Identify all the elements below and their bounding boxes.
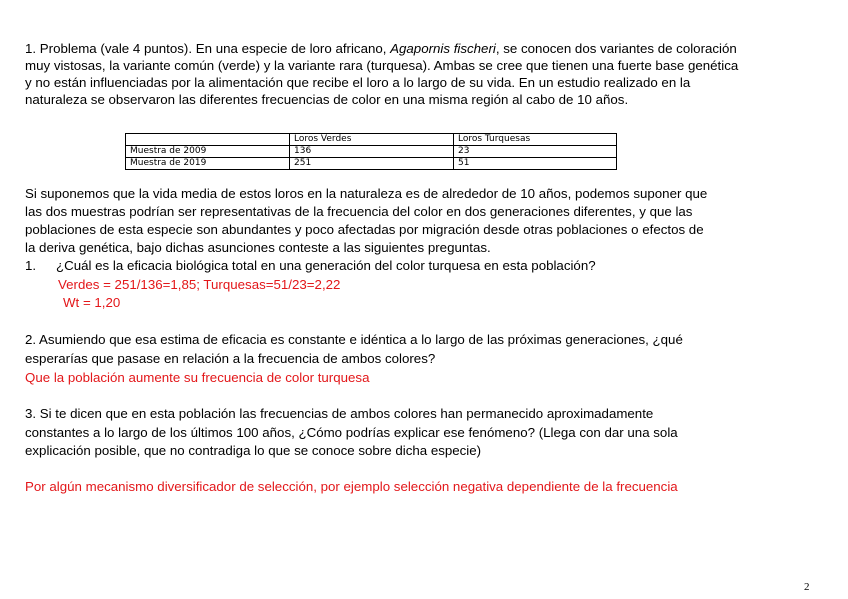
q1-number: 1. <box>25 258 37 273</box>
species-name: Agapornis fischeri <box>390 41 496 56</box>
q1-text: ¿Cuál es la eficacia biológica total en una generación del color turquesa en esta población? <box>56 258 596 273</box>
table-row <box>126 146 617 158</box>
page-number: 2 <box>804 581 810 593</box>
table-cell: 136 <box>290 146 454 158</box>
context-line-1: Si suponemos que la vida media de estos loros en la naturaleza es de alrededor de 10 años, podemos suponer que <box>25 186 708 201</box>
table-header-cell <box>126 134 290 146</box>
table-cell: Muestra de 2019 <box>126 158 290 170</box>
table-header-cell: Loros Turquesas <box>454 134 617 146</box>
table-cell: 23 <box>454 146 617 158</box>
q3-line-2: constantes a lo largo de los últimos 100 años, ¿Cómo podrías explicar ese fenómeno? (Llega con dar una sola <box>25 425 678 440</box>
intro-line-4: naturaleza se observaron las diferentes frecuencias de color en una misma región al cabo de 10 años. <box>25 92 629 107</box>
q2-answer: Que la población aumente su frecuencia de color turquesa <box>25 370 370 385</box>
table-cell: 251 <box>290 158 454 170</box>
context-line-4: la deriva genética, bajo dichas asunciones conteste a las siguientes preguntas. <box>25 240 491 255</box>
q3-line-1: 3. Si te dicen que en esta población las frecuencias de ambos colores han permanecido aproximadamente <box>25 406 654 421</box>
table-cell: 51 <box>454 158 617 170</box>
intro-line-1 <box>25 41 737 58</box>
context-line-2: las dos muestras podrían ser representativas de la frecuencia del color en dos generaciones diferentes, y que las <box>25 204 693 219</box>
table-row <box>126 158 617 170</box>
intro-line-2: muy vistosas, la variante común (verde) y la variante rara (turquesa). Ambas se cree que tienen una fuerte base genética <box>25 58 739 73</box>
q1-answer-line-1: Verdes = 251/136=1,85; Turquesas=51/23=2,22 <box>58 277 341 292</box>
table-header-cell: Loros Verdes <box>290 134 454 146</box>
q3-line-3: explicación posible, que no contradiga lo que se conoce sobre dicha especie) <box>25 443 482 458</box>
intro-line-3: y no están influenciadas por la alimentación que recibe el loro a lo largo de su vida. En un estudio realizado en la <box>25 75 691 90</box>
intro-line-1a: 1. Problema (vale 4 puntos). En una especie de loro africano, <box>25 41 391 56</box>
data-table <box>125 133 617 170</box>
table-header-row <box>126 134 617 146</box>
q2-line-1: 2. Asumiendo que esa estima de eficacia es constante e idéntica a lo largo de las próximas generaciones, ¿qué <box>25 332 683 347</box>
q3-answer: Por algún mecanismo diversificador de selección, por ejemplo selección negativa dependiente de la frecuencia <box>25 479 678 494</box>
q1-answer-line-2: Wt = 1,20 <box>63 295 121 310</box>
table-cell: Muestra de 2009 <box>126 146 290 158</box>
q2-line-2: esperarías que pasase en relación a la frecuencia de ambos colores? <box>25 351 436 366</box>
context-line-3: poblaciones de esta especie son abundantes y poco afectadas por migración desde otras poblaciones o efectos de <box>25 222 704 237</box>
intro-line-1b: , se conocen dos variantes de coloración <box>495 41 737 56</box>
